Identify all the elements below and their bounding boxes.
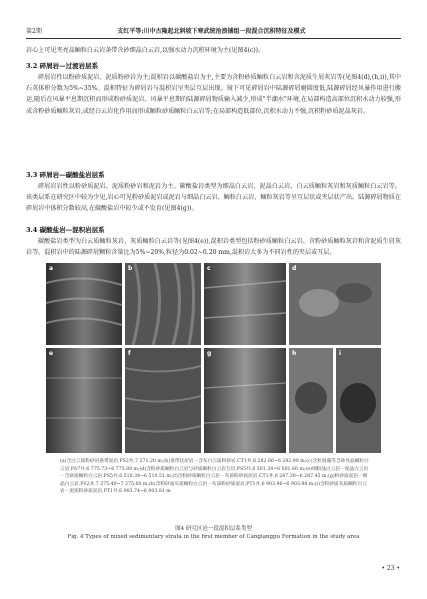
paragraph-3-3: 碎屑岩岩性以粉砂质泥岩、泥质粉砂岩和泥岩为主。碳酸盐岩类型为细晶白云岩、泥晶白云岩、白云质鲕粒灰岩和灰质鲕粒白云岩等。该类层系在研究区中较为少见,岩心可见粉砂质泥岩或泥岩与细晶白云岩、鲕粒白云岩、鲕粒灰岩等呈互层状或夹层状产出。陆源碎屑物质在碎屑岩中体积分数较高,在碳酸盐岩中较少或不发育(见图4(g))。 (26, 183, 401, 213)
core-photo-a (46, 263, 122, 345)
panel-label-g: g (207, 350, 212, 357)
core-photo-c (204, 263, 286, 345)
paragraph-continued: 岩心上可见夹亮晶鲕粒白云岩条带含砂细晶白云岩,以强水动力沉积环境为主(见图4(c))。 (26, 47, 265, 54)
figure-4-core-photos (46, 263, 381, 453)
panel-label-d: d (292, 265, 297, 272)
figure-caption-detail: (a)含白云质粉砂岩条带泥岩,PS2井,7 271.20 m;(b)条带状泥岩一含灰白云质粉砂岩,CT1井,6 282.66~6 282.99 m;(c)含粒屑藻等含砂亮晶鲕粒白云岩,PS7井,6 775.73~6 775.89 m;(d)含粉砂质鲕粒白云岩与砂质鲕粒白云岩互层,PS5井,6 501.38~6 501.60 m;(e)细粉晶白云岩一泥晶白云岩一含砂质鲕粒白云岩,PS5井,6 510.34~6 510.51 m;(f)含粉砂质鲕粒白云岩一灰质粉砂质泥岩,CT1井,6 287.30~6 287.45 m;(g)粉砂质泥岩一细晶白云岩,PS2井,7 275.40~7 275.60 m;(h)含粉砂质灰质鲕粒白云岩一灰质粉砂质泥岩,PT1井,6 903.96~6 903.98 m;(i)含粉砂质灰质鲕粒白云岩一泥质粉砂质泥岩,PT1井,6 903.74~6 903.81 m (60, 459, 369, 495)
page-number: • 23 • (381, 565, 400, 572)
core-photo-i (336, 348, 381, 453)
figure-title-en: Fig. 4 Types of mixed sedimentary strata in the first member of Canglangpu Formation in the study area (67, 534, 360, 540)
paragraph-3-4: 碳酸盐岩类型为白云质鲕粒灰岩、灰质鲕粒白云岩等(见图4(e)),混积岩类型包括粉砂质鲕粒白云岩、含粉砂质鲕粒灰岩和含泥质生屑灰岩等。混积岩中的陆源碎屑颗粒含量比为5%~20%,粒径为0.02~0.20 mm,混积岩大多为不同岩性的夹层或互层。 (26, 238, 401, 257)
header-rule (26, 38, 401, 39)
figure-title-cn: 图4 研究区沧一段混积层系类型 (175, 526, 252, 532)
core-photo-g (204, 348, 286, 453)
section-heading-3-2: 3.2 碎屑岩—过渡岩层系 (26, 62, 99, 70)
core-photo-d (289, 263, 381, 345)
panel-label-e: e (49, 350, 54, 357)
panel-label-f: f (128, 350, 131, 357)
panel-label-a: a (49, 265, 54, 272)
running-title: 支红平等:川中古隆起北斜坡下寒武统沧浪铺组一段混合沉积特征及模式 (117, 28, 306, 35)
panel-label-i: i (339, 350, 342, 357)
issue-number: 第2期 (26, 28, 42, 35)
core-photo-h (289, 348, 333, 453)
paragraph-3-2: 碎屑岩性以粉砂质泥岩、泥质粉砂岩为主;混积岩以碳酸盐岩为主,主要为含粉砂质鲕粒白云岩和含泥质生屑灰岩等(见图4(d),(h,i)),其中石英体积分数为5%~35%。混积特征为碎屑岩与混积岩呈夹层互层出现。镜下可见碎屑岩中陆源碎屑磨圆度低,陆源碎屑经风暴作用进行搬运,随后在风暴平息期沉积而形成粉砂质泥岩。风暴平息期的陆源碎屑物质输入减少,形成"半潮水"环境,在局部构造高部位沉积水动力较强,形成含粉砂质鲕粒灰岩,或经白云岩化作用而形成鲕粒砂质鲕粒白云岩等;在局部构造低部位,沉积水动力不强,沉积粉砂质泥晶灰岩。 (26, 74, 401, 115)
panel-label-h: h (292, 350, 297, 357)
core-photo-b (125, 263, 201, 345)
running-header (26, 25, 401, 36)
core-photo-f (125, 348, 201, 453)
section-heading-3-3: 3.3 碎屑岩—碳酸盐岩层系 (26, 171, 105, 179)
panel-label-c: c (207, 265, 211, 272)
panel-label-b: b (128, 265, 133, 272)
section-heading-3-4: 3.4 碳酸盐岩—混积岩层系 (26, 226, 105, 234)
core-photo-e (46, 348, 122, 453)
